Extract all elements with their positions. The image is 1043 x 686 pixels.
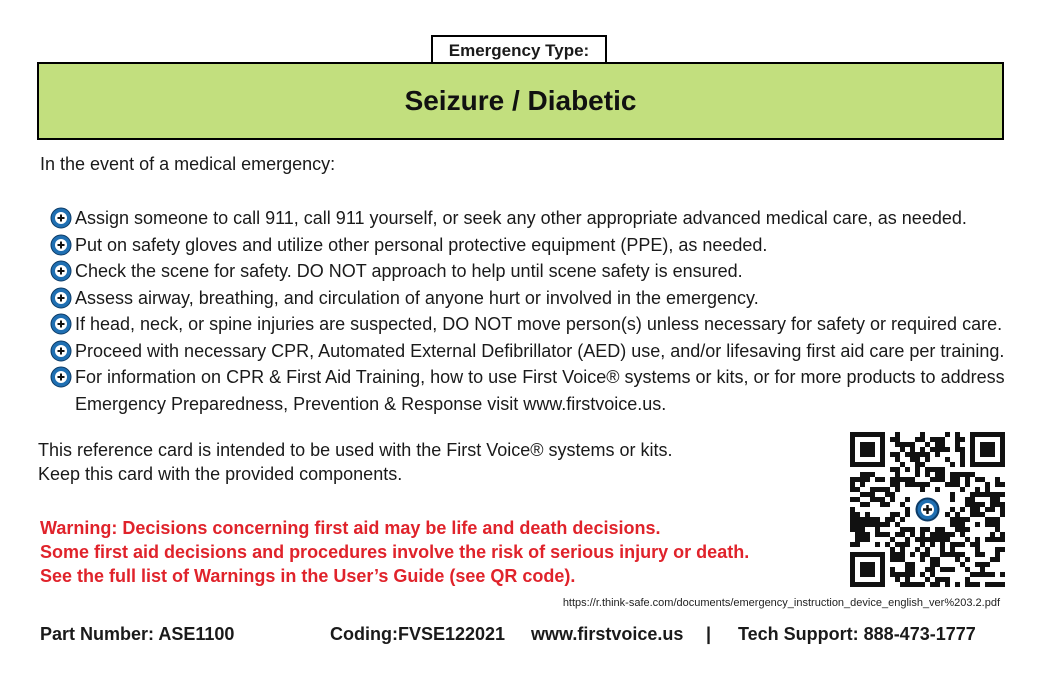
emergency-type-label: Emergency Type: <box>431 35 607 62</box>
emergency-banner <box>37 62 1004 140</box>
step-item <box>50 338 1020 365</box>
part-number: Part Number: ASE1100 <box>40 624 235 644</box>
reference-line-1: This reference card is intended to be used with the First Voice® systems or kits. <box>38 440 673 460</box>
website-link[interactable]: www.firstvoice.us <box>531 624 684 644</box>
emergency-title: Seizure / Diabetic <box>404 85 637 116</box>
warning-line-2: Some first aid decisions and procedures involve the risk of serious injury or death. <box>40 542 750 562</box>
step-item <box>50 364 1020 417</box>
coding: Coding:FVSE122021 <box>330 624 506 644</box>
qr-code-icon[interactable] <box>850 432 1005 587</box>
step-text: Assign someone to call 911, call 911 yourself, or seek any other appropriate advanced medical care, as needed. <box>75 208 967 228</box>
step-text: Proceed with necessary CPR, Automated External Defibrillator (AED) use, and/or lifesaving first aid care per training. <box>75 340 1005 361</box>
plus-circle-icon <box>50 207 72 229</box>
tech-support: Tech Support: 888-473-1777 <box>738 624 976 644</box>
warning-line-1: Warning: Decisions concerning first aid may be life and death decisions. <box>40 518 661 538</box>
plus-circle-icon <box>50 313 72 335</box>
plus-circle-icon <box>50 340 72 362</box>
step-item <box>50 232 1020 259</box>
plus-circle-icon <box>50 287 72 309</box>
step-text: Check the scene for safety. DO NOT approach to help until scene safety is ensured. <box>75 261 743 281</box>
step-text: Assess airway, breathing, and circulation of anyone hurt or involved in the emergency. <box>75 287 759 308</box>
step-item <box>50 258 1020 285</box>
footer-separator: | <box>706 624 712 644</box>
reference-line-2: Keep this card with the provided components. <box>38 464 403 484</box>
plus-circle-icon <box>50 234 72 256</box>
step-item <box>50 311 1020 338</box>
step-item <box>50 285 1020 312</box>
steps-list <box>50 205 1020 417</box>
warning-line-3: See the full list of Warnings in the User’s Guide (see QR code). <box>40 566 576 586</box>
step-text: If head, neck, or spine injuries are suspected, DO NOT move person(s) unless necessary for safety or required care. <box>75 314 1003 334</box>
plus-circle-icon <box>50 366 72 388</box>
step-item <box>50 205 1020 232</box>
reference-note <box>38 438 673 486</box>
qr-url[interactable]: https://r.think-safe.com/documents/emergency_instruction_device_english_ver%203.2.pdf <box>562 597 1000 609</box>
intro-text: In the event of a medical emergency: <box>40 154 336 174</box>
step-text: For information on CPR & First Aid Training, how to use First Voice® systems or kits, or for more products to address Emergency Preparedness, Prevention & Response visit www.firstvoice.us. <box>75 367 1005 414</box>
step-text: Put on safety gloves and utilize other personal protective equipment (PPE), as needed. <box>75 234 768 255</box>
plus-circle-icon <box>50 260 72 282</box>
warning-block <box>40 516 749 588</box>
